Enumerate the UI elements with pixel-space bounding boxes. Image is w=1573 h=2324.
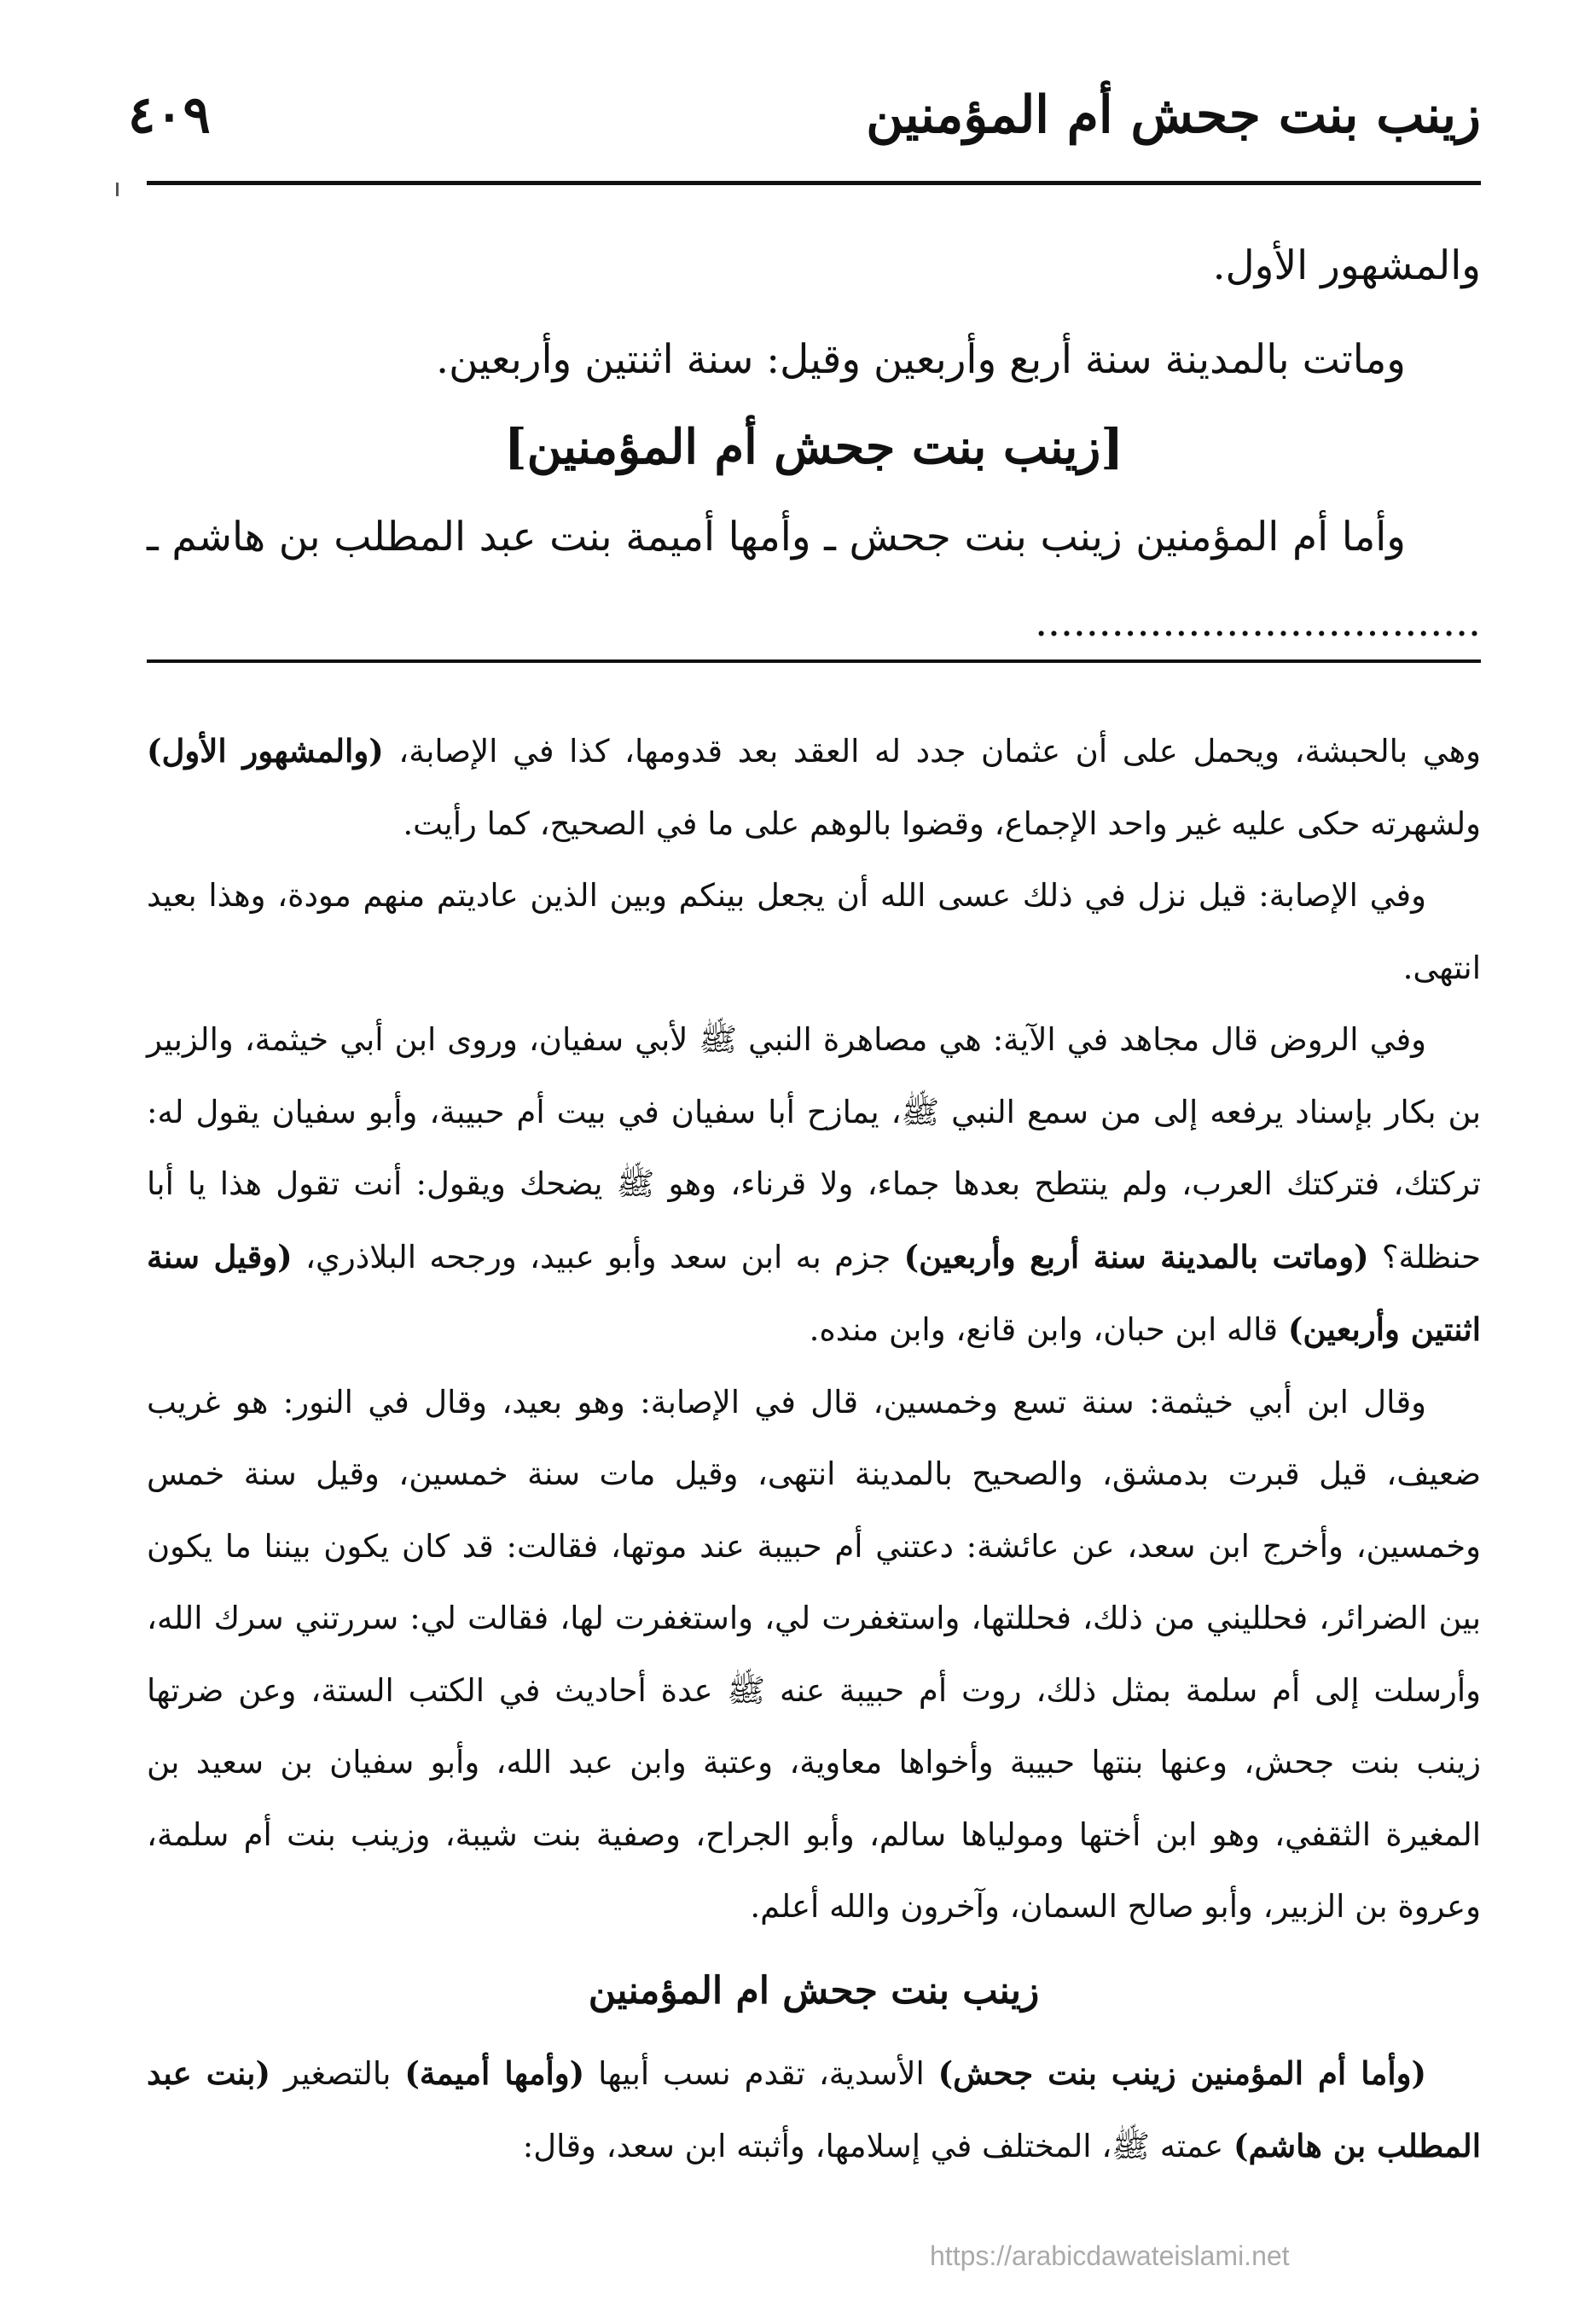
matn-section-title: [زينب بنت جحش أم المؤمنين] bbox=[504, 419, 1123, 475]
matn-text: وماتت بالمدينة سنة أربع وأربعين وقيل: سنة اثنتين وأربعين. bbox=[436, 336, 1406, 383]
commentary-paragraph bbox=[147, 1004, 1481, 1367]
quoted-matn: (وقيل سنة اثنتين وأربعين) bbox=[147, 1237, 1481, 1348]
matn-line-1 bbox=[147, 224, 1481, 309]
commentary-text: الأسدية، تقدم نسب أبيها bbox=[584, 2054, 938, 2092]
quoted-matn: (والمشهور الأول) bbox=[147, 732, 384, 770]
commentary-text: ولشهرته حكى عليه غير واحد الإجماع، وقضوا بالوهم على ما في الصحيح، كما رأيت. bbox=[403, 805, 1481, 842]
matn-line-2 bbox=[147, 317, 1481, 403]
matn-text: وأما أم المؤمنين زينب بنت جحش ـ وأمها أميمة بنت عبد المطلب بن هاشم ـ bbox=[147, 514, 1406, 561]
commentary-text: عمته ﷺ، المختلف في إسلامها، وأثبته ابن سعد، وقال: bbox=[522, 2128, 1233, 2164]
header-rule bbox=[147, 181, 1481, 185]
matn-line-3 bbox=[147, 495, 1481, 665]
page-number: ٤٠٩ bbox=[128, 85, 211, 145]
matn-commentary-separator bbox=[147, 659, 1481, 663]
commentary-paragraph: وقال ابن أبي خيثمة: سنة تسع وخمسين، قال في الإصابة: وهو بعيد، وقال في النور: هو غريب ضعيف، قيل قبرت بدمشق، والصحيح بالمدينة انتهى، وقيل مات سنة خمسين، وقيل سنة خمس وخمسين، وأخرج ابن سعد، عن عائشة: دعتني أم حبيبة عند موتها، فقالت: قد كان يكون بيننا ما يكون بين الضرائر، فحلليني من ذلك، فحللتها، واستغفرت لي، واستغفرت لها، فقالت لي: سررتني سرك الله، وأرسلت إلى أم سلمة بمثل ذلك، روت أم حبيبة عنه ﷺ عدة أحاديث في الكتب الستة، وعن ضرتها زينب بنت جحش، وعنها بنتها حبيبة وأخواها معاوية، وعتبة وابن عبد الله، وأبو سفيان بن سعيد بن المغيرة الثقفي، وهو ابن أختها ومولياها سالم، وأبو الجراح، وصفية بنت شيبة، وزينب بنت أم سلمة، وعروة بن الزبير، وأبو صالح السمان، وآخرون والله أعلم. bbox=[147, 1383, 1481, 1925]
quoted-matn: (وأما أم المؤمنين زينب بنت جحش) bbox=[937, 2054, 1426, 2092]
margin-mark bbox=[116, 183, 119, 196]
commentary-text: بالتصغير bbox=[270, 2054, 405, 2092]
quoted-matn: (وماتت بالمدينة سنة أربع وأربعين) bbox=[903, 1237, 1369, 1275]
quoted-matn: (وأمها أميمة) bbox=[404, 2054, 585, 2092]
commentary-paragraph bbox=[147, 2037, 1481, 2183]
commentary-text: جزم به ابن سعد وأبو عبيد، ورجحه البلاذري، bbox=[292, 1238, 904, 1275]
source-watermark: https://arabicdawateislami.net bbox=[930, 2240, 1290, 2271]
commentary-text: وهي بالحبشة، ويحمل على أن عثمان جدد له العقد بعد قدومها، كذا في الإصابة، bbox=[383, 733, 1481, 770]
commentary-heading: زينب بنت جحش ام المؤمنين bbox=[588, 1968, 1040, 2013]
commentary-body bbox=[147, 715, 1481, 2183]
dotted-leader: ................................... bbox=[1035, 599, 1481, 646]
matn-text: والمشهور الأول. bbox=[1212, 242, 1481, 289]
commentary-paragraph: وفي الإصابة: قيل نزل في ذلك عسى الله أن يجعل بينكم وبين الذين عاديتم منهم مودة، وهذا بعيد انتهى. bbox=[147, 877, 1481, 986]
quoted-matn: (بنت عبد المطلب بن هاشم) bbox=[147, 2054, 1481, 2164]
commentary-paragraph bbox=[147, 715, 1481, 860]
commentary-text: وفي الروض قال مجاهد في الآية: هي مصاهرة النبي ﷺ لأبي سفيان، وروى ابن أبي خيثمة، والزبير بن بكار بإسناد يرفعه إلى من سمع النبي ﷺ، يمازح أبا سفيان في بيت أم حبيبة، وأبو سفيان يقول له: تركتك، فتركتك العرب، ولم ينتطح بعدها جماء، ولا قرناء، وهو ﷺ يضحك ويقول: أنت تقول هذا يا أبا حنظلة؟ bbox=[147, 1021, 1482, 1275]
running-header-title: زينب بنت جحش أم المؤمنين bbox=[866, 85, 1481, 145]
commentary-text: قاله ابن حبان، وابن قانع، وابن منده. bbox=[809, 1311, 1288, 1348]
